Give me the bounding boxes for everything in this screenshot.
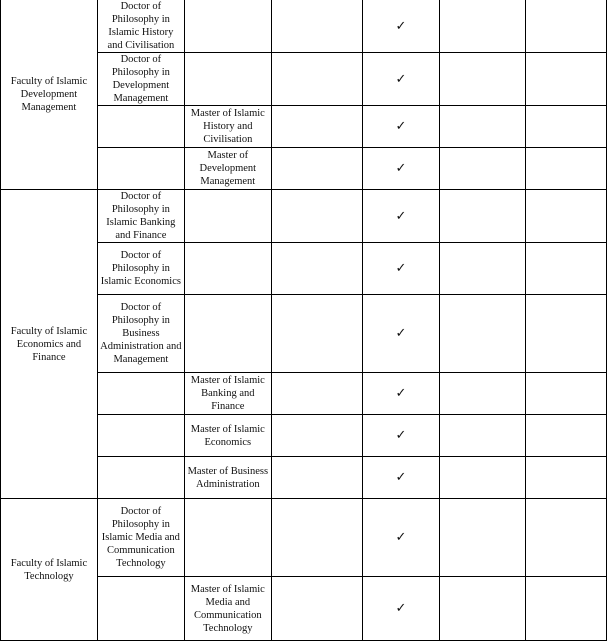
empty-cell [526,457,607,499]
phd-programme-cell: Doctor of Philosophy in Islamic Banking and Finance [97,190,184,243]
empty-cell [526,53,607,106]
empty-cell [271,295,362,373]
empty-cell [440,577,526,641]
empty-cell [271,106,362,148]
masters-programme-cell: Master of Islamic Economics [184,415,271,457]
empty-cell [440,457,526,499]
masters-programme-cell: Master of Islamic History and Civilisation [184,106,271,148]
faculty-cell: Faculty of Islamic Economics and Finance [1,190,98,499]
phd-programme-cell [97,106,184,148]
empty-cell [271,577,362,641]
empty-cell [271,457,362,499]
empty-cell [440,0,526,53]
empty-cell [526,106,607,148]
empty-cell [526,243,607,295]
check-mark-icon: ✓ [362,0,440,53]
phd-programme-cell [97,148,184,190]
empty-cell [526,577,607,641]
faculty-cell: Faculty of Islamic Development Management [1,0,98,190]
empty-cell [526,415,607,457]
check-mark-icon: ✓ [362,499,440,577]
empty-cell [526,373,607,415]
empty-cell [271,148,362,190]
masters-programme-cell: Master of Islamic Media and Communication Technology [184,577,271,641]
empty-cell [271,53,362,106]
empty-cell [526,295,607,373]
masters-programme-cell: Master of Islamic Banking and Finance [184,373,271,415]
empty-cell [440,53,526,106]
empty-cell [526,190,607,243]
check-mark-icon: ✓ [362,243,440,295]
phd-programme-cell [97,577,184,641]
empty-cell [440,415,526,457]
check-mark-icon: ✓ [362,190,440,243]
empty-cell [271,415,362,457]
phd-programme-cell: Doctor of Philosophy in Business Administration and Management [97,295,184,373]
check-mark-icon: ✓ [362,415,440,457]
empty-cell [440,190,526,243]
empty-cell [440,295,526,373]
empty-cell [526,0,607,53]
masters-programme-cell [184,243,271,295]
phd-programme-cell: Doctor of Philosophy in Islamic Media and Communication Technology [97,499,184,577]
masters-programme-cell [184,499,271,577]
empty-cell [271,0,362,53]
check-mark-icon: ✓ [362,577,440,641]
check-mark-icon: ✓ [362,106,440,148]
empty-cell [271,243,362,295]
masters-programme-cell [184,0,271,53]
empty-cell [271,499,362,577]
masters-programme-cell: Master of Business Administration [184,457,271,499]
empty-cell [440,373,526,415]
table-row [1,190,607,243]
check-mark-icon: ✓ [362,295,440,373]
table-row [1,0,607,53]
masters-programme-cell: Master of Development Management [184,148,271,190]
phd-programme-cell [97,457,184,499]
masters-programme-cell [184,53,271,106]
phd-programme-cell [97,373,184,415]
empty-cell [526,499,607,577]
check-mark-icon: ✓ [362,373,440,415]
empty-cell [440,499,526,577]
faculty-cell: Faculty of Islamic Technology [1,499,98,641]
table-row [1,499,607,577]
phd-programme-cell: Doctor of Philosophy in Islamic History and Civilisation [97,0,184,53]
empty-cell [271,373,362,415]
empty-cell [526,148,607,190]
empty-cell [440,243,526,295]
phd-programme-cell [97,415,184,457]
check-mark-icon: ✓ [362,148,440,190]
masters-programme-cell [184,190,271,243]
empty-cell [440,148,526,190]
phd-programme-cell: Doctor of Philosophy in Development Management [97,53,184,106]
empty-cell [271,190,362,243]
masters-programme-cell [184,295,271,373]
check-mark-icon: ✓ [362,457,440,499]
phd-programme-cell: Doctor of Philosophy in Islamic Economics [97,243,184,295]
check-mark-icon: ✓ [362,53,440,106]
empty-cell [440,106,526,148]
